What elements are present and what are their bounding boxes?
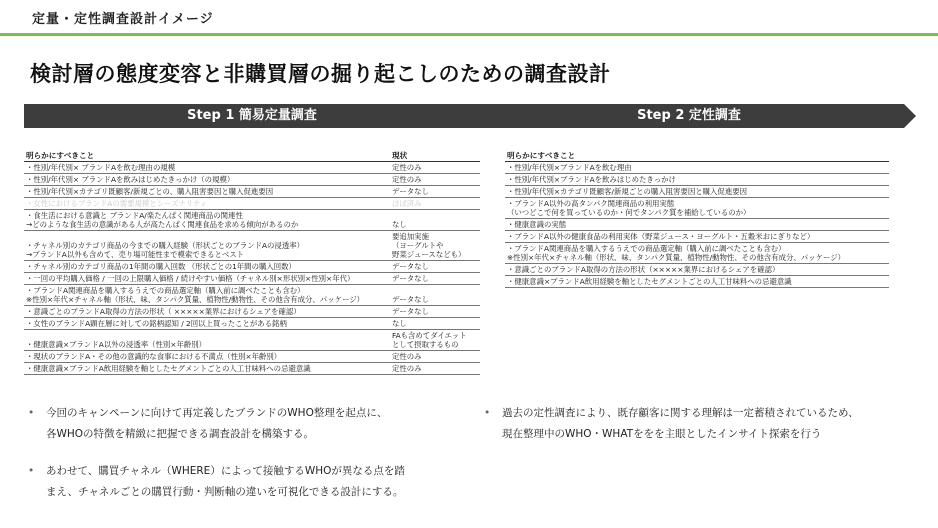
table-row: [505, 231, 889, 243]
table-header-row: [24, 150, 480, 162]
row-status-text: 定性のみ: [390, 174, 480, 186]
row-item-text: ・意識ごとのブランドA取得の方法の形状（ ×××××業界におけるシェアを確認）: [24, 306, 390, 318]
table-row: [24, 351, 480, 363]
row-status-text: データなし: [390, 186, 480, 198]
table-row: [505, 243, 889, 264]
table-row: [505, 198, 889, 219]
bullet-item: [28, 461, 458, 503]
column-header-item: 明らかにすべきこと: [24, 150, 390, 162]
row-item-text: ・性別/年代別× ブランドAを飲みはじめたきっかけ（の規模）: [24, 174, 390, 186]
row-status-text: FAも含めてダイエット として摂取するもの: [390, 330, 480, 351]
slide-title: 検討層の態度変容と非購買層の掘り起こしのための調査設計: [30, 62, 611, 86]
row-item-text: ・チャネル別のカテゴリ商品の今までの購入経験（形状ごとのブランドAの浸透率） →ブランドA以外も含めて、売り場可能性まで模索できるとベスト: [24, 231, 390, 261]
row-status-text: 定性のみ: [390, 162, 480, 174]
table-row: [24, 174, 480, 186]
row-status-text: ほぼ済み: [390, 198, 480, 210]
bullet-item: [28, 403, 458, 445]
row-item-text: ・性別/年代別×ブランドAを飲みはじめたきっかけ: [505, 174, 889, 186]
row-item-text: ・健康意識×ブランドA飲用経験を軸としたセグメントごとの人工甘味料への忌避意識: [24, 363, 390, 375]
table-row: [24, 198, 480, 210]
row-item-text: ・健康意識×ブランドA以外の浸透率（性別×年齢別）: [24, 330, 390, 351]
step2-bar: [462, 104, 916, 128]
table-row: [24, 363, 480, 375]
header-accent-line: [0, 33, 938, 36]
row-item-text: ・意識ごとのブランドA取得の方法の形状（×××××業界におけるシェアを確認）: [505, 264, 889, 276]
row-item-text: ・女性のブランドA顕在層に対しての銘柄認知 / 2回以上買ったことがある銘柄: [24, 318, 390, 330]
bullet-text: あわせて、購買チャネル（WHERE）によって接触するWHOが異なる点を踏 まえ、チャネルごとの購買行動・判断軸の違いを可視化できる設計にする。: [46, 465, 405, 498]
row-item-text: ・現状のブランドA・その他の意識的な食事における不満点（性別×年齢別）: [24, 351, 390, 363]
row-item-text: ・ブランドA以外の健康食品の利用実体（野菜ジュース・ヨーグルト・五穀米おにぎりなど）: [505, 231, 889, 243]
step2-table: [505, 150, 889, 288]
step1-bar: [24, 104, 480, 128]
bullet-marker: •: [28, 407, 35, 419]
row-item-text: ・ブランドA関連商品を購入するうえでの商品選定軸（購入前に調べたことも含む） ※性別×年代×チャネル軸（形状、味、タンパク質量、植物性/動物性、その他含有成分、パッケージ）: [505, 243, 889, 264]
table-row: [24, 231, 480, 261]
table-row: [24, 285, 480, 306]
right-summary-bullets: [484, 403, 924, 461]
row-status-text: データなし: [390, 306, 480, 318]
row-item-text: ・健康意識×ブランドA飲用経験を軸としたセグメントごとの人工甘味料への忌避意識: [505, 276, 889, 288]
table-row: [24, 186, 480, 198]
row-item-text: ・ブランドA関連商品を購入するうえでの商品選定軸（購入前に調べたことも含む） ※性別×年代×チャネル軸（形状、味、タンパク質量、植物性/動物性、その他含有成分、パッケージ）: [24, 285, 390, 306]
row-status-text: データなし: [390, 261, 480, 273]
table-row: [505, 186, 889, 198]
table-row: [505, 174, 889, 186]
table-row: [505, 276, 889, 288]
row-item-text: ・女性におけるブランドAの需要規模とシーズナリティ: [24, 198, 390, 210]
row-item-text: ・チャネル別のカテゴリ商品の1年間の購入回数 （形状ごとの1年間の購入回数）: [24, 261, 390, 273]
row-item-text: ・性別/年代別×カテゴリ既顧客/新規ごとの、購入阻害要因と購入促進要因: [24, 186, 390, 198]
row-item-text: ・健康意識の実態: [505, 219, 889, 231]
row-status-text: 定性のみ: [390, 351, 480, 363]
table-row: [505, 219, 889, 231]
bullet-marker: •: [28, 465, 35, 477]
row-status-text: なし: [390, 318, 480, 330]
table-row: [24, 162, 480, 174]
step2-label: Step 2 定性調査: [637, 108, 741, 123]
row-item-text: ・ブランドA以外の高タンパク関連商品の利用実態 （いつどこで何を買っているのか・何でタンパク質を補給しているのか）: [505, 198, 889, 219]
row-status-text: 定性のみ: [390, 363, 480, 375]
section-header-label: 定量・定性調査設計イメージ: [32, 12, 214, 27]
table-row: [505, 264, 889, 276]
row-item-text: ・食生活における意識と ブランドA/楽たんぱく関連商品の関連性 →どのような食生活の意識がある人が高たんぱく関連食品を求める傾向があるのか: [24, 210, 390, 231]
row-item-text: ・一回の平均購入価格 / 一回の上限購入価格 / 続けやすい価格（チャネル別×形状別×性別×年代）: [24, 273, 390, 285]
table-row: [24, 318, 480, 330]
step1-label: Step 1 簡易定量調査: [187, 108, 317, 123]
table-row: [24, 273, 480, 285]
bullet-text: 過去の定性調査により、既存顧客に関する理解は一定蓄積されているため、 現在整理中のWHO・WHATををを主眼としたインサイト探索を行う: [502, 407, 859, 440]
bullet-item: [484, 403, 924, 445]
left-summary-bullets: [28, 403, 458, 519]
row-status-text: なし: [390, 210, 480, 231]
row-status-text: データなし: [390, 273, 480, 285]
row-item-text: ・性別/年代別×ブランドAを飲む理由: [505, 162, 889, 174]
column-header-status: 現状: [390, 150, 480, 162]
table-header-row: [505, 150, 889, 162]
row-item-text: ・性別/年代別× ブランドAを飲む理由の規模: [24, 162, 390, 174]
table-row: [24, 210, 480, 231]
row-status-text: データなし: [390, 285, 480, 306]
row-status-text: 要追加実施 （ヨーグルトや 野菜ジュースなども）: [390, 231, 480, 261]
table-row: [505, 162, 889, 174]
table-row: [24, 330, 480, 351]
bullet-text: 今回のキャンペーンに向けて再定義したブランドのWHO整理を起点に、 各WHOの特徴を精緻に把握できる調査設計を構築する。: [46, 407, 388, 440]
column-header-item: 明らかにすべきこと: [505, 150, 889, 162]
table-row: [24, 306, 480, 318]
step1-table: [24, 150, 480, 375]
table-row: [24, 261, 480, 273]
row-item-text: ・性別/年代別×カテゴリ既顧客/新規ごとの購入阻害要因と購入促進要因: [505, 186, 889, 198]
bullet-marker: •: [484, 407, 491, 419]
